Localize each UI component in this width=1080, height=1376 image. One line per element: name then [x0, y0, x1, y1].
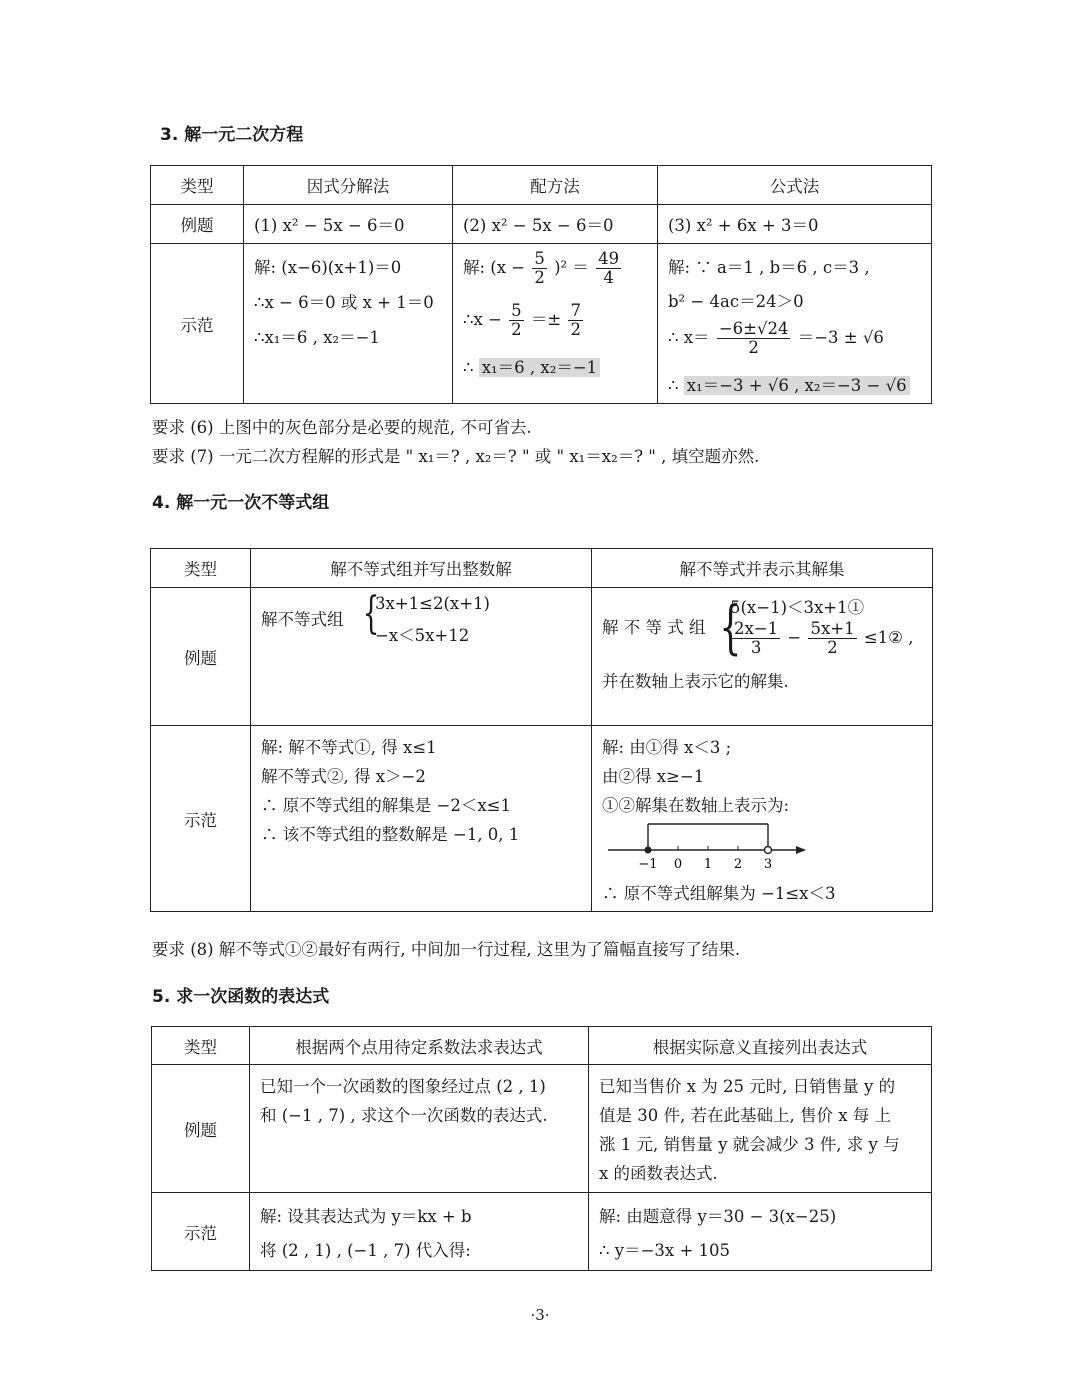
closed-endpoint [645, 847, 652, 854]
factor-line: ∴x − 6＝0 或 x + 1＝0 [254, 293, 434, 312]
brace-icon: { [362, 588, 380, 639]
numerator: 5 [534, 249, 545, 268]
factor-solution [244, 244, 453, 404]
demo1-line: 将 (2 , 1) , (−1 , 7) 代入得: [260, 1241, 471, 1260]
tick-label: 0 [673, 857, 683, 870]
ex2-prefix: 解 不 等 式 组 [602, 618, 706, 637]
demo2-line: 解: 由①得 x＜3 ; [602, 738, 732, 757]
formula-solution [658, 244, 932, 404]
demo2-line: ∴ 原不等式组解集为 −1≤x＜3 [602, 884, 836, 903]
minus-sign: − [787, 628, 802, 647]
cs-line-1 [463, 250, 623, 287]
row-label-example: 例题 [151, 205, 244, 244]
inequality-table [150, 548, 933, 912]
section-4-title: 4. 解一元一次不等式组 [152, 493, 330, 513]
row-label-demo: 示范 [151, 726, 251, 912]
demo2-line: ①②解集在数轴上表示为: [602, 796, 790, 815]
demo2-line: 由②得 x≥−1 [602, 767, 705, 786]
complete-square-solution [453, 244, 658, 404]
denominator: 2 [534, 268, 545, 287]
requirement-6: 要求 (6) 上图中的灰色部分是必要的规范, 不可省去. [152, 418, 532, 437]
numerator: −6±√24 [718, 319, 789, 338]
formula-text: ∴ x＝ [668, 328, 710, 347]
demo2-line: ∴ y＝−3x + 105 [599, 1241, 731, 1260]
tick-label: 1 [703, 857, 713, 870]
ex2-line-2 [730, 620, 913, 657]
tick-label: 3 [763, 857, 773, 870]
ex1-line: −x＜5x+12 [375, 626, 470, 645]
example-2: (2) x² − 5x − 6＝0 [453, 205, 658, 244]
linear-function-table [151, 1026, 932, 1271]
ex1-line: 和 (−1 , 7) , 求这个一次函数的表达式. [260, 1106, 548, 1125]
denominator: 3 [750, 638, 762, 657]
demo1-line: 解不等式②, 得 x＞−2 [261, 767, 426, 786]
header-complete-square: 配方法 [453, 166, 658, 205]
numerator: 49 [598, 249, 620, 268]
cs-line-3 [463, 354, 600, 378]
fraction [596, 250, 621, 287]
example-3: (3) x² + 6x + 3＝0 [658, 205, 932, 244]
ex1-prefix: 解不等式组 [261, 610, 344, 629]
example-1: (1) x² − 5x − 6＝0 [244, 205, 453, 244]
denominator: 2 [827, 638, 838, 657]
ex2-line: x 的函数表达式. [599, 1164, 718, 1183]
inequality-example-1 [251, 588, 592, 726]
function-demo-2 [589, 1193, 932, 1271]
row-label-demo: 示范 [151, 244, 244, 404]
function-demo-1 [250, 1193, 589, 1271]
header-type: 类型 [152, 1027, 250, 1065]
cs-text: ∴ [463, 358, 474, 377]
ex2-line: 值是 30 件, 若在此基础上, 售价 x 每 上 [599, 1106, 892, 1125]
header-practical-meaning: 根据实际意义直接列出表达式 [589, 1027, 932, 1065]
number-line [602, 818, 812, 870]
axis-arrow-icon [796, 846, 806, 854]
denominator: 2 [748, 338, 759, 357]
function-example-2 [589, 1065, 932, 1193]
requirement-7: 要求 (7) 一元二次方程解的形式是 " x₁＝? , x₂＝? " 或 " x₁＝x₂＝? " , 填空题亦然. [152, 447, 760, 466]
header-solution-set: 解不等式并表示其解集 [592, 549, 933, 588]
tick-label: −1 [638, 857, 658, 870]
denominator: 2 [570, 320, 581, 339]
section-5-title: 5. 求一次函数的表达式 [152, 987, 330, 1007]
formula-text: ∴ [668, 376, 679, 395]
ex1-line: 已知一个一次函数的图象经过点 (2 , 1) [260, 1077, 546, 1096]
gray-highlight: x₁＝−3 + √6 , x₂＝−3 − √6 [684, 376, 910, 395]
ex2-line-3: 并在数轴上表示它的解集. [602, 672, 789, 691]
formula-line: 解: ∵ a＝1 , b＝6 , c＝3 , [668, 258, 870, 277]
header-type: 类型 [151, 166, 244, 205]
fraction [717, 320, 791, 357]
inequality-demo-2 [592, 726, 933, 912]
requirement-8: 要求 (8) 解不等式①②最好有两行, 中间加一行过程, 这里为了篇幅直接写了结果. [152, 940, 741, 959]
page-number: ·3· [530, 1306, 550, 1324]
row-label-example: 例题 [152, 1065, 250, 1193]
ex2-line: 涨 1 元, 销售量 y 就会减少 3 件, 求 y 与 [599, 1135, 900, 1154]
header-undetermined-coefficients: 根据两个点用待定系数法求表达式 [250, 1027, 589, 1065]
inequality-example-2 [592, 588, 933, 726]
open-endpoint [765, 847, 772, 854]
section-3-title: 3. 解一元二次方程 [160, 125, 304, 145]
demo1-line: 解: 解不等式①, 得 x≤1 [261, 738, 437, 757]
gray-highlight: x₁＝6 , x₂＝−1 [479, 358, 600, 377]
function-example-1 [250, 1065, 589, 1193]
inequality-demo-1 [251, 726, 592, 912]
numerator: 5 [511, 301, 522, 320]
factor-line: 解: (x−6)(x+1)＝0 [254, 258, 402, 277]
brace-icon: { [719, 593, 742, 661]
row-label-example: 例题 [151, 588, 251, 726]
cs-text: 解: (x − [463, 258, 526, 277]
fraction [509, 302, 524, 339]
fraction [532, 250, 547, 287]
cs-text: ∴x − [463, 310, 502, 329]
header-type: 类型 [151, 549, 251, 588]
factor-line: ∴x₁＝6 , x₂＝−1 [254, 328, 380, 347]
formula-line-4 [668, 372, 910, 396]
demo1-line: ∴ 该不等式组的整数解是 −1, 0, 1 [261, 825, 520, 844]
tick-label: 2 [733, 857, 743, 870]
cs-text: )² ＝ [554, 258, 589, 277]
quadratic-table [150, 165, 932, 404]
formula-text: ＝−3 ± √6 [797, 328, 884, 347]
numerator: 5x+1 [810, 619, 855, 638]
row-label-demo: 示范 [152, 1193, 250, 1271]
demo1-line: 解: 设其表达式为 y＝kx + b [260, 1207, 472, 1226]
header-formula: 公式法 [658, 166, 932, 205]
fraction [808, 620, 856, 657]
fraction [732, 620, 780, 657]
ex2-line-1: 5(x−1)＜3x+1① [730, 598, 865, 617]
ex2-tail: ≤1② , [863, 628, 914, 647]
cs-text: ＝± [530, 310, 562, 329]
formula-line-3 [668, 320, 884, 357]
numerator: 7 [570, 301, 581, 320]
demo1-line: ∴ 原不等式组的解集是 −2＜x≤1 [261, 796, 511, 815]
header-factor: 因式分解法 [244, 166, 453, 205]
header-integer-solutions: 解不等式组并写出整数解 [251, 549, 592, 588]
cs-line-2 [463, 302, 585, 339]
formula-line: b² − 4ac＝24＞0 [668, 292, 804, 311]
denominator: 2 [511, 320, 522, 339]
fraction [568, 302, 583, 339]
ex2-line: 已知当售价 x 为 25 元时, 日销售量 y 的 [599, 1077, 896, 1096]
demo2-line: 解: 由题意得 y＝30 − 3(x−25) [599, 1207, 837, 1226]
numerator: 2x−1 [734, 619, 779, 638]
ex1-line: 3x+1≤2(x+1) [375, 594, 490, 613]
denominator: 4 [603, 268, 614, 287]
